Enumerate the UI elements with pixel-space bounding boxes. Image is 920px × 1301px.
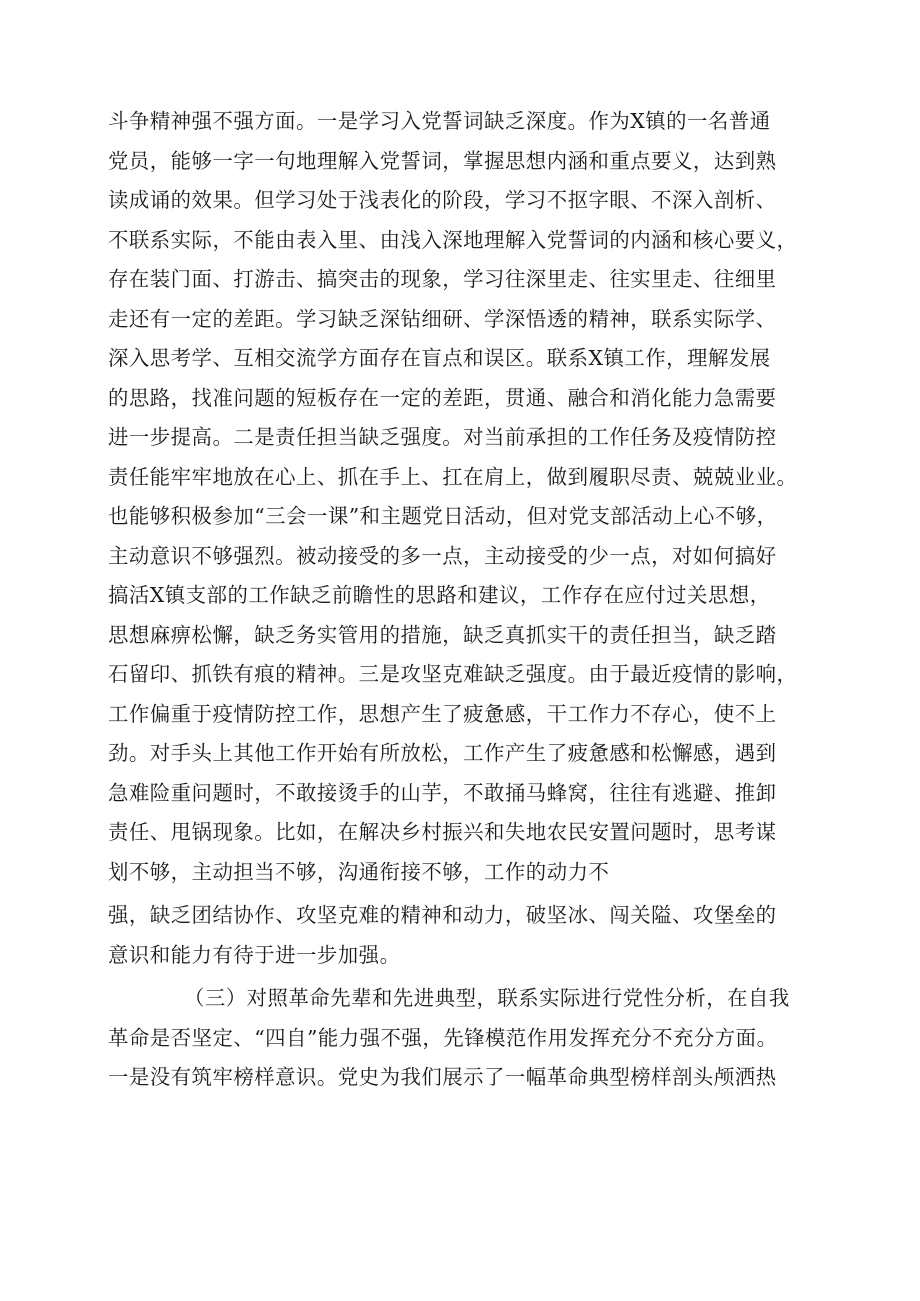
text-line: 的思路，找准问题的短板存在一定的差距，贯通、融合和消化能力急需要: [108, 385, 777, 410]
text-line: 思想麻痹松懈，缺乏务实管用的措施，缺乏真抓实干的责任担当，缺乏踏: [108, 622, 777, 647]
text-line: 责任能牢牢地放在心上、抓在手上、扛在肩上，做到履职尽责、兢兢业业。: [108, 464, 798, 489]
text-line: 斗争精神强不强方面。一是学习入党誓词缺乏深度。作为X镇的一名普通: [108, 109, 771, 133]
text-line: 走还有一定的差距。学习缺乏深钻细研、学深悟透的精神，联系实际学、: [108, 306, 777, 331]
text-line: 急难险重问题时，不敢接烫手的山芋，不敢捅马蜂窝，往往有逃避、推卸: [108, 780, 777, 805]
text-line: 革命是否坚定、“四自”能力强不强，先锋模范作用发挥充分不充分方面。: [108, 1025, 778, 1050]
text-line: 一是没有筑牢榜样意识。党史为我们展示了一幅革命典型榜样剖头颅洒热: [108, 1065, 777, 1089]
text-line: 劲。对手头上其他工作开始有所放松，工作产生了疲惫感和松懈感，遇到: [108, 741, 777, 765]
text-line: 意识和能力有待于进一步加强。: [108, 942, 401, 967]
section-heading-line: （三）对照革命先辈和先进典型，联系实际进行党性分析，在自我: [184, 986, 790, 1010]
text-line: 划不够，主动担当不够，沟通衔接不够，工作的动力不: [108, 859, 610, 884]
text-line: 责任、甩锅现象。比如，在解决乡村振兴和失地农民安置问题时，思考谋: [108, 820, 777, 844]
text-line: 石留印、抓铁有痕的精神。三是攻坚克难缺乏强度。由于最近疫情的影响，: [108, 662, 798, 686]
text-line: 深入思考学、互相交流学方面存在盲点和误区。联系X镇工作，理解发展: [108, 346, 771, 370]
text-line: 也能够积极参加“三会一课”和主题党日活动，但对党支部活动上心不够，: [108, 504, 778, 528]
text-line: 强，缺乏团结协作、攻坚克难的精神和动力，破坚冰、闯关隘、攻堡垒的: [108, 903, 777, 927]
text-line: 搞活X镇支部的工作缺乏前瞻性的思路和建议，工作存在应付过关思想，: [108, 583, 771, 607]
body-text: [108, 102, 848, 1098]
text-line: 读成诵的效果。但学习处于浅表化的阶段，学习不抠字眼、不深入剖析、: [108, 188, 777, 212]
text-line: 工作偏重于疫情防控工作，思想产生了疲惫感，干工作力不存心，使不上: [108, 701, 777, 726]
text-line: 存在装门面、打游击、搞突击的现象，学习往深里走、往实里走、往细里: [108, 267, 777, 291]
text-line: 不联系实际，不能由表入里、由浅入深地理解入党誓词的内涵和核心要义，: [108, 227, 798, 252]
text-line: 党员，能够一字一句地理解入党誓词，掌握思想内涵和重点要义，达到熟: [108, 148, 777, 173]
text-line: 进一步提高。二是责任担当缺乏强度。对当前承担的工作任务及疫情防控: [108, 425, 777, 449]
text-line: 主动意识不够强烈。被动接受的多一点，主动接受的少一点，对如何搞好: [108, 543, 777, 568]
